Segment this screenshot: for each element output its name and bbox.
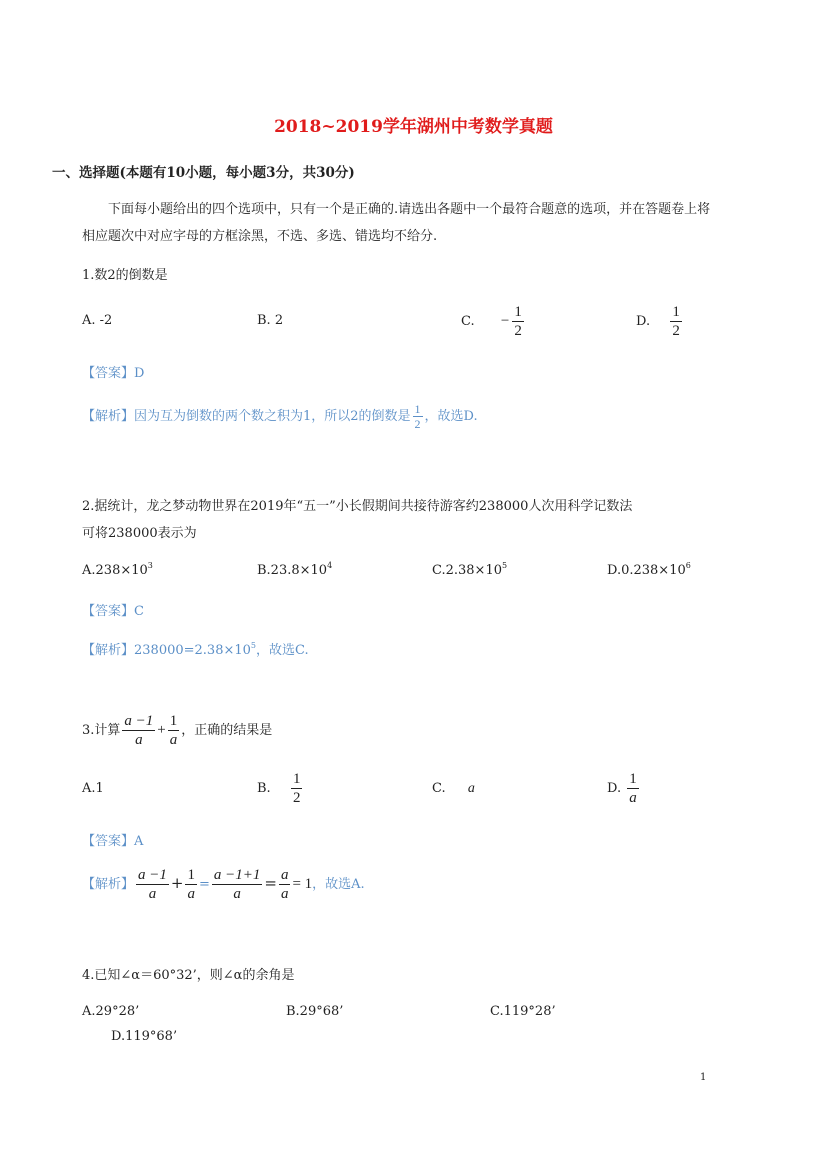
question-3-analysis	[82, 866, 365, 903]
exponent: 5	[502, 561, 508, 570]
question-3-option-b	[257, 770, 304, 807]
plus-sign: +	[157, 722, 166, 738]
fraction-one-half	[512, 303, 524, 340]
question-2-answer: 【答案】C	[82, 604, 144, 619]
question-1-option-d	[636, 303, 684, 340]
analysis-text: 【解析】238000=2.38×10	[82, 643, 251, 658]
equals-one: = 1	[292, 876, 313, 892]
fraction-denominator: a	[148, 886, 157, 902]
fraction-denominator: a	[169, 732, 178, 748]
page-title: 2018~2019学年湖州中考数学真题	[274, 117, 553, 137]
question-4-option-b: B.29°68’	[286, 1004, 344, 1019]
fraction-numerator: 1	[672, 304, 680, 320]
question-3-answer: 【答案】A	[82, 834, 144, 849]
analysis-text-end: ，故选C.	[256, 643, 309, 658]
fraction-a-minus-1-over-a	[122, 712, 155, 749]
fraction-numerator: a −1	[138, 867, 167, 883]
fraction-numerator: 1	[514, 304, 522, 320]
question-1-stem: 1.数2的倒数是	[82, 268, 168, 283]
equals-sign: =	[264, 874, 277, 892]
fraction-denominator: a	[233, 886, 241, 902]
option-text: B.23.8×10	[257, 563, 328, 578]
question-1-answer: 【答案】D	[82, 366, 145, 381]
fraction-numerator: a −1	[124, 713, 154, 729]
option-text: D.0.238×10	[607, 563, 686, 578]
instructions-paragraph: 下面每小题给出的四个选项中，只有一个是正确的.请选出各题中一个最符合题意的选项，并在答题卷上将相应题次中对应字母的方框涂黑，不选、多选、错选均不给分.	[82, 202, 711, 244]
question-3-stem	[82, 712, 272, 749]
question-1-option-c	[461, 303, 526, 340]
question-4-option-d: D.119°68’	[111, 1029, 178, 1044]
question-1-analysis	[82, 402, 478, 431]
question-1-option-a: A. -2	[82, 313, 113, 328]
option-text: C.2.38×10	[432, 563, 502, 578]
fraction-numerator: 1	[292, 771, 301, 787]
question-4-option-a: A.29°28’	[82, 1004, 140, 1019]
question-2-option-a	[82, 561, 153, 578]
fraction-numerator: 1	[187, 867, 195, 883]
exponent: 5	[250, 641, 256, 650]
fraction-one-half	[670, 303, 682, 340]
exponent: 6	[685, 561, 691, 570]
option-d-label: D.	[636, 314, 651, 329]
fraction-one-half	[413, 402, 423, 431]
question-2-option-c	[432, 561, 507, 578]
exponent: 3	[147, 561, 153, 570]
option-label: C.	[432, 781, 446, 796]
analysis-text: 【解析】因为互为倒数的两个数之积为1，所以2的倒数是	[82, 409, 411, 424]
equals-sign: =	[198, 877, 210, 892]
fraction-denominator: a	[629, 790, 637, 806]
option-c-label: C.	[461, 314, 475, 329]
analysis-label: 【解析】	[82, 877, 135, 892]
fraction-denominator: a	[280, 886, 289, 902]
question-2-option-d	[607, 561, 691, 578]
analysis-text-end: ，故选D.	[424, 409, 478, 424]
stem-text-end: ，正确的结果是	[181, 723, 273, 738]
fraction-numerator: 1	[629, 771, 637, 787]
fraction-one-half	[291, 770, 303, 807]
fraction-denominator: 2	[414, 417, 421, 431]
fraction-denominator: a	[187, 886, 195, 902]
fraction-numerator: 1	[169, 713, 178, 729]
fraction-1-over-a	[627, 770, 639, 807]
question-4-stem: 4.已知∠α＝60°32’，则∠α的余角是	[82, 968, 295, 983]
fraction-a-minus-1-over-a	[136, 866, 169, 903]
negative-sign: −	[500, 313, 510, 329]
question-2-analysis	[82, 639, 309, 658]
question-3-option-d	[607, 770, 641, 807]
fraction-1-over-a	[185, 866, 197, 903]
fraction-a-over-a	[279, 866, 291, 903]
option-text: A.238×10	[82, 563, 148, 578]
question-2-stem-line-2: 可将238000表示为	[82, 526, 197, 541]
section-heading: 一、选择题(本题有10小题，每小题3分，共30分)	[52, 165, 355, 181]
stem-text: 3.计算	[82, 723, 121, 738]
fraction-denominator: 2	[672, 323, 680, 339]
fraction-sum	[212, 866, 263, 903]
option-label: D.	[607, 781, 622, 796]
analysis-text-end: ，故选A.	[312, 877, 365, 892]
fraction-denominator: 2	[514, 323, 522, 339]
option-label: B.	[257, 781, 271, 796]
fraction-denominator: 2	[292, 790, 301, 806]
plus-sign: +	[170, 874, 184, 892]
fraction-numerator: a −1+1	[213, 867, 261, 883]
page-number: 1	[700, 1072, 707, 1083]
variable-a: a	[467, 781, 475, 796]
question-2-stem-line-1: 2.据统计，龙之梦动物世界在2019年“五一”小长假期间共接待游客约238000人次用科学记数法	[82, 499, 633, 514]
question-1-option-b: B. 2	[257, 313, 284, 328]
fraction-numerator: 1	[414, 402, 421, 416]
exponent: 4	[327, 561, 333, 570]
fraction-numerator: a	[280, 867, 289, 883]
question-3-option-a: A.1	[82, 781, 104, 796]
question-3-option-c	[432, 781, 475, 797]
question-2-option-b	[257, 561, 332, 578]
fraction-denominator: a	[135, 732, 143, 748]
fraction-1-over-a	[168, 712, 180, 749]
question-4-option-c: C.119°28’	[490, 1004, 556, 1019]
